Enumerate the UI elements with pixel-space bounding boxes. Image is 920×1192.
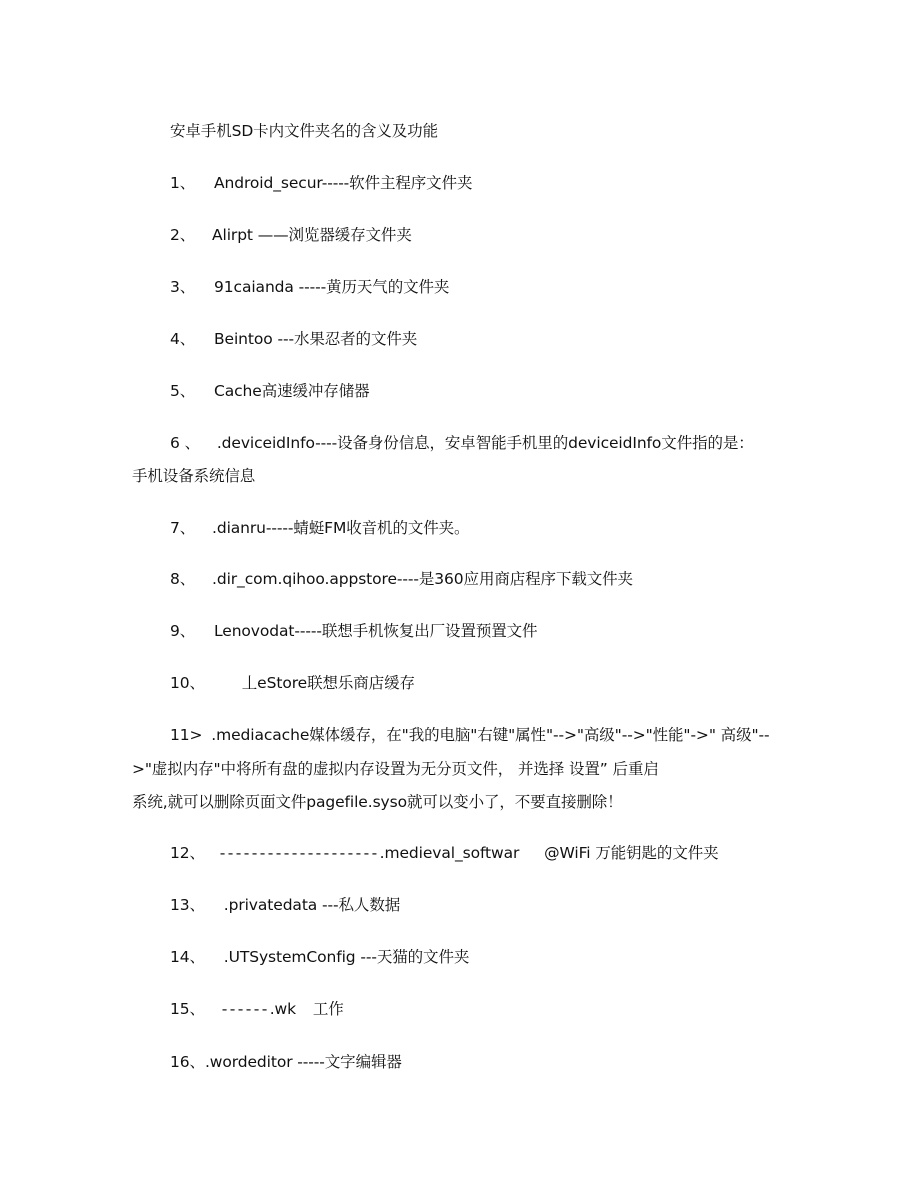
item-continuation: 系统,就可以删除页面文件pagefile.syso就可以变小了，不要直接删除！ <box>132 793 623 811</box>
item-text: .medieval_softwar <box>379 844 520 862</box>
item-number: 12、 <box>170 844 205 862</box>
item-number: 14、 <box>170 948 205 966</box>
list-item <box>170 673 415 693</box>
item-text: .dir_com.qihoo.appstore----是360应用商店程序下载文件夹 <box>212 570 633 588</box>
list-item <box>170 277 449 297</box>
item-text: Cache高速缓冲存储器 <box>214 382 370 400</box>
list-item <box>170 895 400 915</box>
item-number: 5、 <box>170 382 196 400</box>
list-item <box>170 843 719 863</box>
item-text: 丄eStore联想乐商店缓存 <box>241 674 415 692</box>
item-continuation: 手机设备系统信息 <box>132 467 256 485</box>
list-item <box>170 569 633 589</box>
item-number: 15、 <box>170 1000 205 1018</box>
list-item <box>170 381 370 401</box>
item-text: Alirpt ——浏览器缓存文件夹 <box>212 226 412 244</box>
item-number: 3、 <box>170 278 196 296</box>
item-number: 8、 <box>170 570 196 588</box>
list-item <box>170 433 754 453</box>
list-item <box>170 225 412 245</box>
item-number: 7、 <box>170 519 196 537</box>
item-text: .wordeditor -----文字编辑器 <box>204 1053 402 1071</box>
list-item <box>170 173 472 193</box>
item-text: .deviceidInfo----设备身份信息，安卓智能手机里的deviceidInfo文件指的是： <box>216 434 754 452</box>
item-number: 2、 <box>170 226 196 244</box>
item-text: Beintoo ---水果忍者的文件夹 <box>214 330 418 348</box>
item-number: 1、 <box>170 174 196 192</box>
item-continuation: >"虚拟内存"中将所有盘的虚拟内存设置为无分页文件， 并选择 设置” 后重启 <box>132 760 659 778</box>
item-text: .mediacache媒体缓存，在"我的电脑"右键"属性"-->"高级"-->"性能"->" 高级"-- <box>211 726 770 744</box>
item-number: 9、 <box>170 622 196 640</box>
item-text: Android_secur-----软件主程序文件夹 <box>214 174 473 192</box>
item-number: 4、 <box>170 330 196 348</box>
item-text-secondary: 工作 <box>312 1000 344 1018</box>
item-dashes: -------------------- <box>219 844 380 862</box>
list-item <box>170 947 469 967</box>
item-text-secondary: @WiFi 万能钥匙的文件夹 <box>544 844 719 862</box>
list-item <box>170 725 770 745</box>
item-text: .wk <box>269 1000 297 1018</box>
list-item <box>170 329 417 349</box>
list-item <box>170 621 537 641</box>
list-item <box>170 518 469 538</box>
page-title: 安卓手机SD卡内文件夹名的含义及功能 <box>170 122 438 140</box>
item-text: Lenovodat-----联想手机恢复出厂设置预置文件 <box>214 622 538 640</box>
item-dashes: ------ <box>221 1000 270 1018</box>
item-text: .privatedata ---私人数据 <box>223 896 401 914</box>
item-number: 13、 <box>170 896 205 914</box>
list-item <box>170 1052 402 1072</box>
item-number: 6 、 <box>170 434 200 452</box>
item-text: 91caianda -----黄历天气的文件夹 <box>214 278 450 296</box>
item-text: .dianru-----蜻蜓FM收音机的文件夹。 <box>212 519 470 537</box>
item-number: 16、 <box>170 1053 205 1071</box>
list-item <box>170 999 344 1019</box>
item-number: 11> <box>170 726 203 744</box>
item-number: 10、 <box>170 674 205 692</box>
item-text: .UTSystemConfig ---天猫的文件夹 <box>223 948 470 966</box>
